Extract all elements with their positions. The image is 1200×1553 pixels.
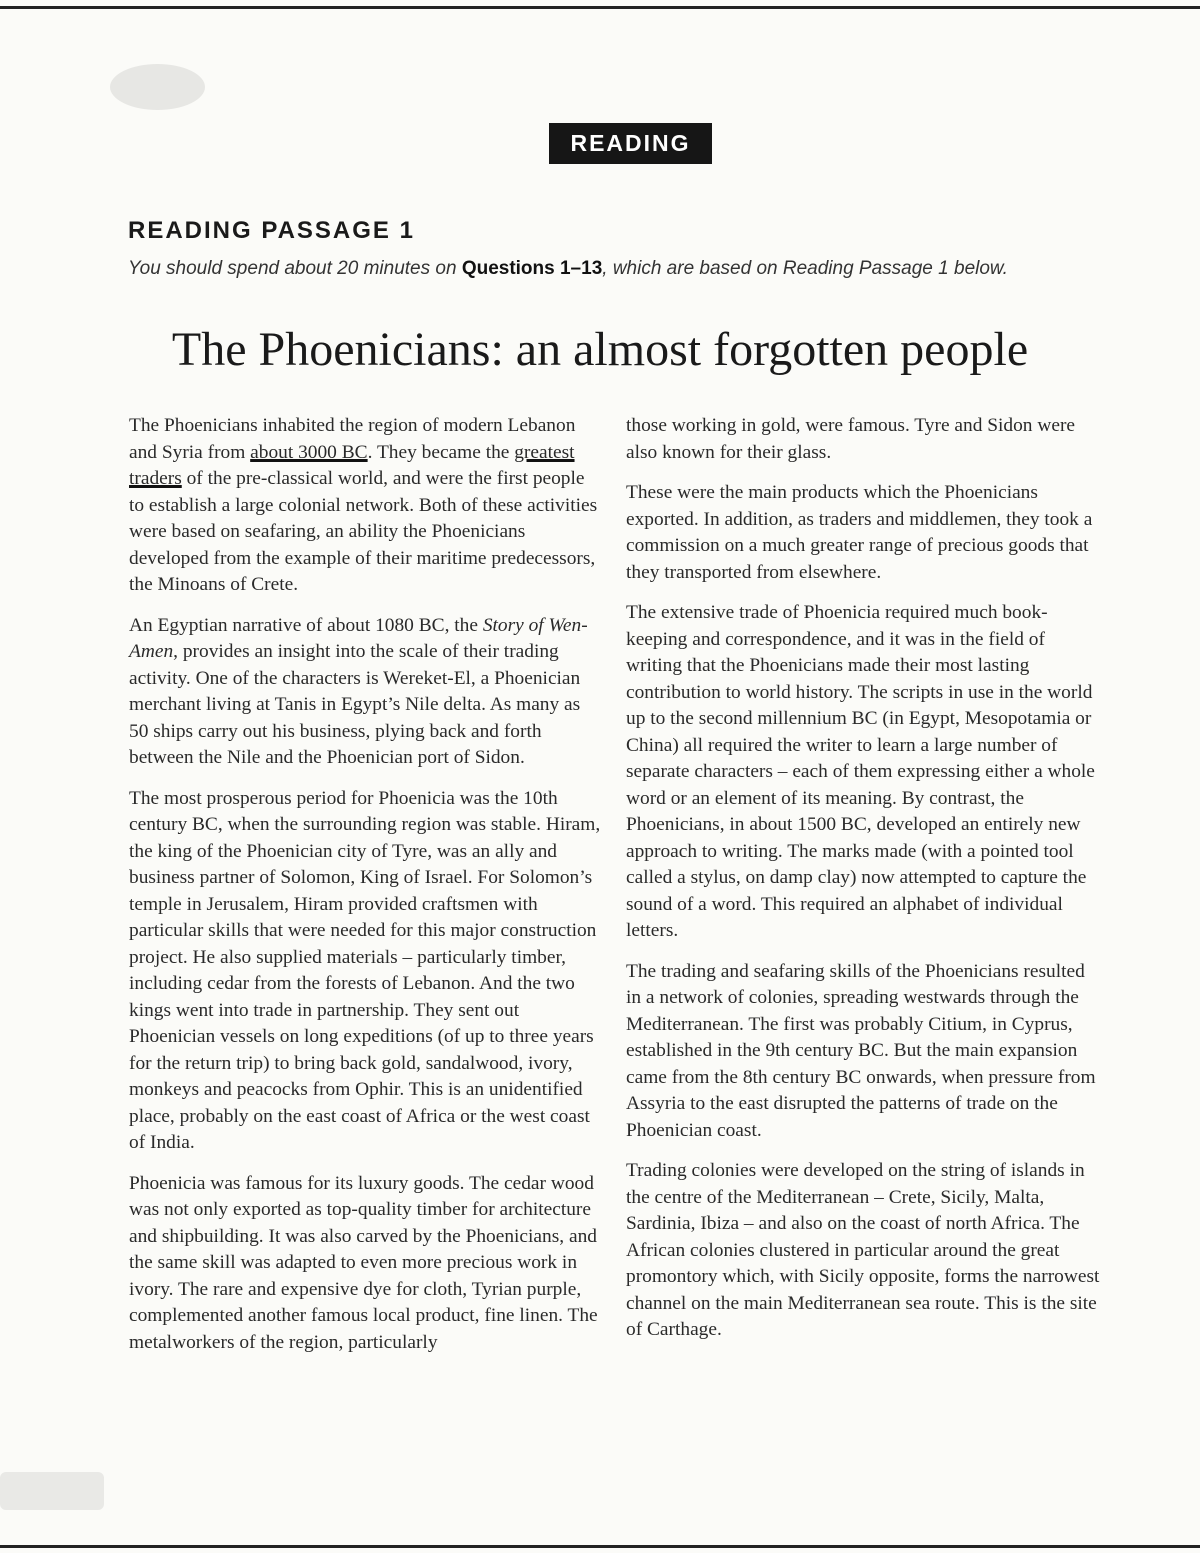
story-title: Story of Wen-Amen xyxy=(129,614,588,662)
paragraph-1-text-a: The Phoenicians inhabited the region of modern Lebanon and Syria from xyxy=(129,415,576,463)
paragraph-2-text-a: An Egyptian narrative of about 1080 BC, the xyxy=(129,614,483,636)
left-column xyxy=(129,413,604,1370)
article-title: The Phoenicians: an almost forgotten people xyxy=(171,323,1029,376)
paragraph-1-text-c: of the pre-classical world, and were the first people to establish a large colonial network. Both of these activities were based on seafaring, an ability the Phoenicians developed from the example of their maritime predecessors, the Minoans of Crete. xyxy=(129,468,598,595)
paragraph-8: The trading and seafaring skills of the Phoenicians resulted in a network of colonies, spreading westwards through the Mediterranean. The first was probably Citium, in Cyprus, established in the 9th century BC. But the main expansion came from the 8th century BC onwards, when pressure from Assyria to the east disrupted the patterns of trade on the Phoenician coast. xyxy=(626,960,1096,1141)
paragraph-4: Phoenicia was famous for its luxury goods. The cedar wood was not only exported as top-quality timber for architecture and shipbuilding. It was also carved by the Phoenicians, and the same skill was adapted to even more precious work in ivory. The rare and expensive dye for cloth, Tyrian purple, complemented another famous local product, fine linen. The metalworkers of the region, particularly xyxy=(129,1172,598,1353)
paragraph-9: Trading colonies were developed on the string of islands in the centre of the Mediterranean – Crete, Sicily, Malta, Sardinia, Ibiza – and also on the coast of north Africa. The African colonies clustered in particular around the great promontory which, with Sicily opposite, forms the narrowest channel on the main Mediterranean sea route. This is the site of Carthage. xyxy=(626,1160,1100,1340)
paragraph-1 xyxy=(129,413,604,599)
paragraph-2 xyxy=(129,613,604,772)
top-rule xyxy=(0,6,1200,9)
paragraph-1-text-b: . They became the xyxy=(367,441,515,463)
paragraph-7: The extensive trade of Phoenicia required much book-keeping and correspondence, and it was in the field of writing that the Phoenicians made their most lasting contribution to world history. The scripts in use in the world up to the second millennium BC (in Egypt, Mesopotamia or China) all required the writer to learn a large number of separate characters – each of them expressing either a whole word or an element of its meaning. By contrast, the Phoenicians, in about 1500 BC, developed an entirely new approach to writing. The marks made (with a pointed tool called a stylus, on damp clay) now attempted to capture the sound of a word. This required an alphabet of individual letters. xyxy=(626,602,1095,941)
paragraph-6: These were the main products which the Phoenicians exported. In addition, as traders and middlemen, they took a commission on a much greater range of precious goods that they transported from elsewhere. xyxy=(626,482,1093,583)
section-label: READING xyxy=(549,123,712,164)
bottom-rule xyxy=(0,1545,1200,1548)
underlined-phrase: greatest traders xyxy=(129,441,575,489)
passage-title: READING PASSAGE 1 xyxy=(128,217,415,244)
right-column xyxy=(626,413,1104,1358)
scan-smudge-bottom xyxy=(0,1472,104,1510)
instruction xyxy=(128,258,1008,280)
instruction-questions: Questions 1–13 xyxy=(461,258,603,279)
instruction-post: , which are based on Reading Passage 1 below. xyxy=(602,258,1008,279)
underlined-date: about 3000 BC xyxy=(250,441,368,463)
instruction-pre: You should spend about 20 minutes on xyxy=(128,258,462,279)
paragraph-5: those working in gold, were famous. Tyre and Sidon were also known for their glass. xyxy=(626,415,1076,463)
paragraph-3: The most prosperous period for Phoenicia was the 10th century BC, when the surrounding region was stable. Hiram, the king of the Phoenician city of Tyre, was an ally and business partner of Solomon, King of Israel. For Solomon’s temple in Jerusalem, Hiram provided craftsmen with particular skills that were needed for this major construction project. He also supplied materials – particularly timber, including cedar from the forests of Lebanon. And the two kings went into trade in partnership. They sent out Phoenician vessels on long expeditions (of up to three years for the return trip) to bring back gold, sandalwood, ivory, monkeys and peacocks from Ophir. This is an unidentified place, probably on the east coast of Africa or the west coast of India. xyxy=(129,787,601,1153)
paragraph-2-text-b: , provides an insight into the scale of their trading activity. One of the characters is Wereket-El, a Phoenician merchant living at Tanis in Egypt’s Nile delta. As many as 50 ships carry out his business, plying back and forth between the Nile and the Phoenician port of Sidon. xyxy=(129,641,581,768)
scan-smudge xyxy=(110,64,205,110)
